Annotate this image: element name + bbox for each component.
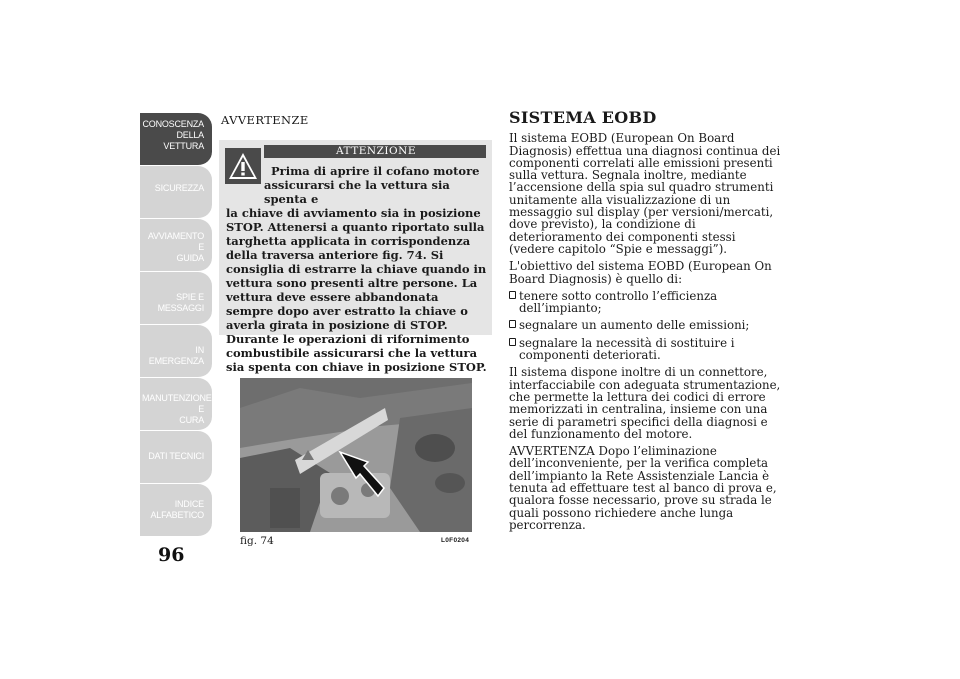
warning-text: [226, 164, 489, 374]
tab-label: DATI TECNICI: [148, 451, 204, 461]
paragraph-1: Il sistema EOBD (European On Board Diagnosis) effettua una diagnosi continua dei componenti correlati alle emissioni presenti sulla vettura. Segnala inoltre, mediante l’accensione della spia sul quadro strumenti unitamente alla visualizzazione di un messaggio sul display (per versioni/mercati, dove previsto), la condizione di deterioramento dei componenti stessi (vedere capitolo “Spie e messaggi”).: [509, 131, 781, 256]
tab-label-line2: GUIDA: [176, 253, 204, 263]
tab-spie-messaggi[interactable]: [140, 272, 212, 325]
warning-title: ATTENZIONE: [264, 145, 486, 158]
figure-caption: fig. 74: [240, 535, 274, 547]
checkbox-bullet-icon: [509, 320, 516, 328]
figure-code: L0F0204: [441, 537, 470, 544]
warning-line2: assicurarsi che la vettura sia spenta e: [264, 178, 450, 206]
page-number: 96: [158, 544, 185, 566]
tab-dati-tecnici[interactable]: [140, 431, 212, 484]
tab-label: SICUREZZA: [154, 183, 204, 193]
tab-label-line2: CURA: [179, 415, 204, 425]
paragraph-4: AVVERTENZA Dopo l’eliminazione dell’inconveniente, per la verifica completa dell’impianto la Rete Assistenziale Lancia è tenuta ad effettuare test al banco di prova e, qualora fosse necessario, prove su strada le quali possono richiedere anche lunga percorrenza.: [509, 444, 777, 532]
warning-body: la chiave di avviamento sia in posizione STOP. Attenersi a quanto riportato sulla targhetta applicata in corrispondenza della traversa anteriore fig. 74. Si consiglia di estrarre la chiave quando in vettura sono presenti altre persone. La vettura deve essere abbandonata sempre dopo aver estratto la chiave o averla girata in posizione di STOP. Durante le operazioni di rifornimento combustibile assicurarsi che la vettura sia spenta con chiave in posizione STOP.: [226, 206, 487, 374]
tab-label-line2: ALFABETICO: [150, 510, 204, 520]
warning-box: [219, 140, 492, 374]
checkbox-bullet-icon: [509, 338, 516, 346]
list-item: segnalare la necessità di sostituire i componenti deteriorati.: [509, 337, 781, 362]
tab-indice[interactable]: [140, 484, 212, 537]
warning-line1: Prima di aprire il cofano motore: [271, 164, 480, 178]
tab-label-line2: DELLA VETTURA: [163, 130, 204, 151]
tab-label: IN EMERGENZA: [148, 345, 204, 366]
paragraph-2: L'obiettivo del sistema EOBD (European On Board Diagnosis) è quello di:: [509, 259, 772, 286]
list-item: tenere sotto controllo l’efficienza dell’impianto;: [509, 290, 781, 315]
tab-sicurezza[interactable]: [140, 166, 212, 219]
objectives-list: [509, 290, 781, 361]
tab-manutenzione[interactable]: [140, 378, 212, 431]
tab-emergenza[interactable]: [140, 325, 212, 378]
tab-conoscenza[interactable]: [140, 113, 212, 166]
tab-label-line1: MANUTENZIONE E: [142, 393, 212, 414]
eobd-section: [509, 108, 781, 536]
tab-avviamento[interactable]: [140, 219, 212, 272]
chapter-tabs: [140, 113, 212, 537]
engine-bay-photo: [240, 378, 472, 532]
list-item: segnalare un aumento delle emissioni;: [509, 319, 781, 331]
tab-label-line1: AVVIAMENTO E: [147, 231, 204, 252]
section-title: SISTEMA EOBD: [509, 108, 657, 127]
tab-label: SPIE E MESSAGGI: [157, 292, 204, 313]
paragraph-3: Il sistema dispone inoltre di un connettore, interfacciabile con adeguata strumentazione, che permette la lettura dei codici di errore memorizzati in centralina, insieme con una serie di parametri specifici della diagnosi e del funzionamento del motore.: [509, 365, 781, 441]
tab-label-line1: CONOSCENZA: [142, 119, 204, 129]
tab-label-line1: INDICE: [174, 499, 204, 509]
section-heading: AVVERTENZE: [221, 113, 309, 127]
checkbox-bullet-icon: [509, 291, 516, 299]
